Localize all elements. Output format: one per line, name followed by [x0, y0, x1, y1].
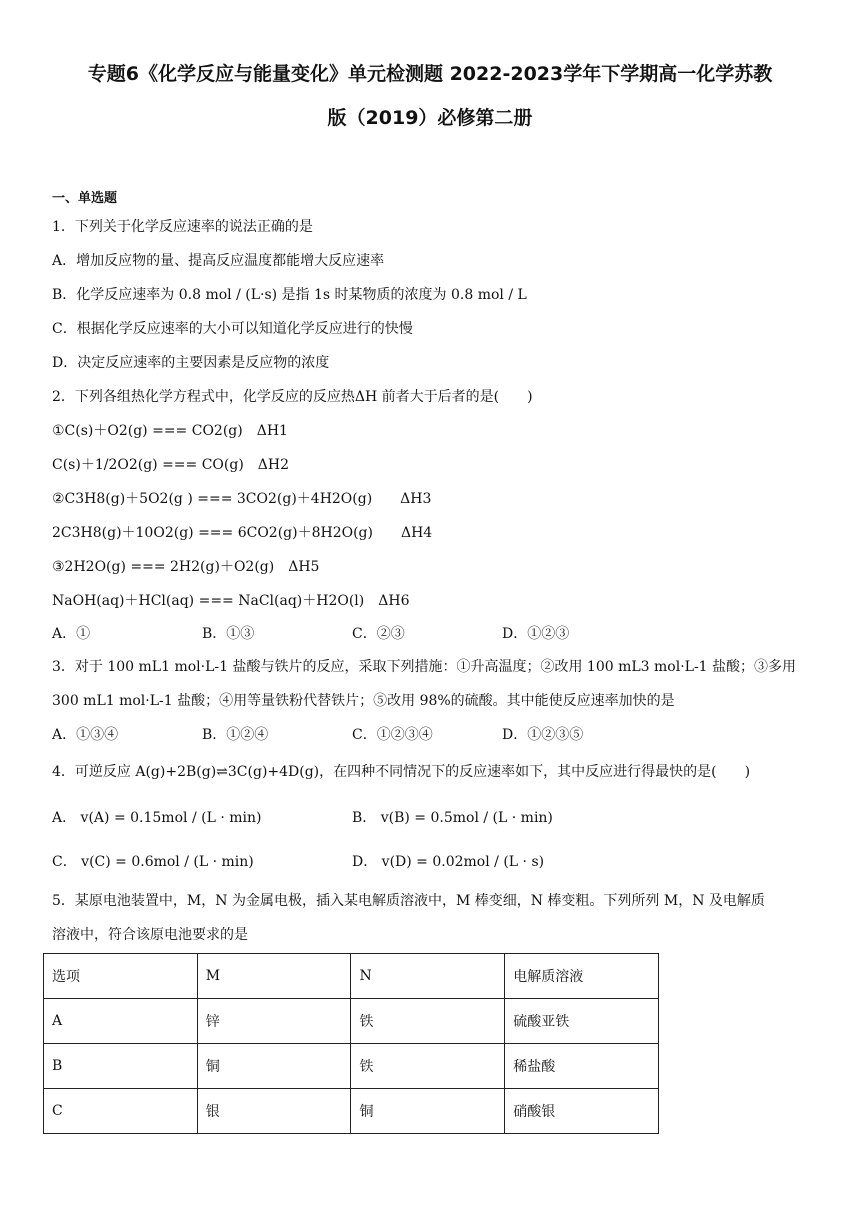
- table-row: [44, 999, 659, 1044]
- q2-option-c: C．②③: [352, 626, 405, 642]
- q1-stem: 1．下列关于化学反应速率的说法正确的是: [52, 219, 313, 235]
- q1-option-c: C．根据化学反应速率的大小可以知道化学反应进行的快慢: [52, 321, 413, 337]
- q2-option-b: B．①③: [202, 626, 255, 642]
- table-row: [44, 1089, 659, 1134]
- q4-option-a: A． v(A) = 0.15mol / (L · min): [52, 810, 262, 826]
- table-cell: 银: [197, 1089, 351, 1134]
- table-cell: 铁: [351, 999, 505, 1044]
- table-cell: A: [44, 999, 198, 1044]
- q3-option-c: C．①②③④: [352, 727, 433, 743]
- table-header-cell: 选项: [44, 954, 198, 999]
- q5-stem-line-1: 5．某原电池装置中，M，N 为金属电极，插入某电解质溶液中，M 棒变细，N 棒变粗。下列所列 M，N 及电解质: [52, 893, 765, 909]
- q2-equation-2: C(s)＋1/2O2(g) === CO(g) ΔH2: [52, 457, 290, 473]
- table-cell: 铜: [351, 1089, 505, 1134]
- q2-stem: 2．下列各组热化学方程式中，化学反应的反应热ΔH 前者大于后者的是( ): [52, 389, 533, 405]
- q2-equation-3: ②C3H8(g)＋5O2(g ) === 3CO2(g)＋4H2O(g) ΔH3: [52, 491, 432, 507]
- table-row: [44, 1044, 659, 1089]
- q3-option-a: A．①③④: [52, 727, 119, 743]
- table-header-cell: M: [197, 954, 351, 999]
- q2-equation-6: NaOH(aq)＋HCl(aq) === NaCl(aq)＋H2O(l) ΔH6: [52, 593, 410, 609]
- q4-stem: 4．可逆反应 A(g)+2B(g)⇌3C(g)+4D(g)，在四种不同情况下的反应速率如下，其中反应进行得最快的是( ): [52, 764, 751, 780]
- q4-option-c: C． v(C) = 0.6mol / (L · min): [52, 854, 254, 870]
- section-heading: 一、单选题: [52, 191, 118, 206]
- table-cell: 锌: [197, 999, 351, 1044]
- q5-stem-line-2: 溶液中，符合该原电池要求的是: [52, 927, 248, 943]
- q1-option-a: A．增加反应物的量、提高反应温度都能增大反应速率: [52, 253, 385, 269]
- q4-option-d: D． v(D) = 0.02mol / (L · s): [352, 854, 545, 870]
- table-cell: 铜: [197, 1044, 351, 1089]
- q1-option-b: B．化学反应速率为 0.8 mol / (L·s) 是指 1s 时某物质的浓度为 0.8 mol / L: [52, 287, 527, 303]
- q2-option-a: A．①: [52, 626, 91, 642]
- table-cell: C: [44, 1089, 198, 1134]
- table-header-cell: N: [351, 954, 505, 999]
- q5-options-table: [43, 953, 659, 1134]
- q2-equation-4: 2C3H8(g)＋10O2(g) === 6CO2(g)＋8H2O(g) ΔH4: [52, 525, 433, 541]
- table-header-cell: 电解质溶液: [505, 954, 659, 999]
- table-cell: 铁: [351, 1044, 505, 1089]
- table-cell: 硝酸银: [505, 1089, 659, 1134]
- q2-equation-1: ①C(s)＋O2(g) === CO2(g) ΔH1: [52, 423, 288, 439]
- q3-stem-line-2: 300 mL1 mol·L-1 盐酸；④用等量铁粉代替铁片；⑤改用 98%的硫酸。其中能使反应速率加快的是: [52, 693, 675, 709]
- page-title-line-2: 版（2019）必修第二册: [327, 107, 533, 129]
- table-header-row: [44, 954, 659, 999]
- q4-option-b: B． v(B) = 0.5mol / (L · min): [352, 810, 553, 826]
- q3-option-d: D．①②③⑤: [502, 727, 584, 743]
- q1-option-d: D．决定反应速率的主要因素是反应物的浓度: [52, 355, 330, 371]
- table-cell: 稀盐酸: [505, 1044, 659, 1089]
- q2-option-d: D．①②③: [502, 626, 570, 642]
- table-cell: B: [44, 1044, 198, 1089]
- q3-stem-line-1: 3．对于 100 mL1 mol·L-1 盐酸与铁片的反应，采取下列措施：①升高温度；②改用 100 mL3 mol·L-1 盐酸；③多用: [52, 659, 797, 675]
- q2-equation-5: ③2H2O(g) === 2H2(g)＋O2(g) ΔH5: [52, 559, 320, 575]
- page-title-line-1: 专题6《化学反应与能量变化》单元检测题 2022-2023学年下学期高一化学苏教: [87, 63, 773, 85]
- table-cell: 硫酸亚铁: [505, 999, 659, 1044]
- q3-option-b: B．①②④: [202, 727, 269, 743]
